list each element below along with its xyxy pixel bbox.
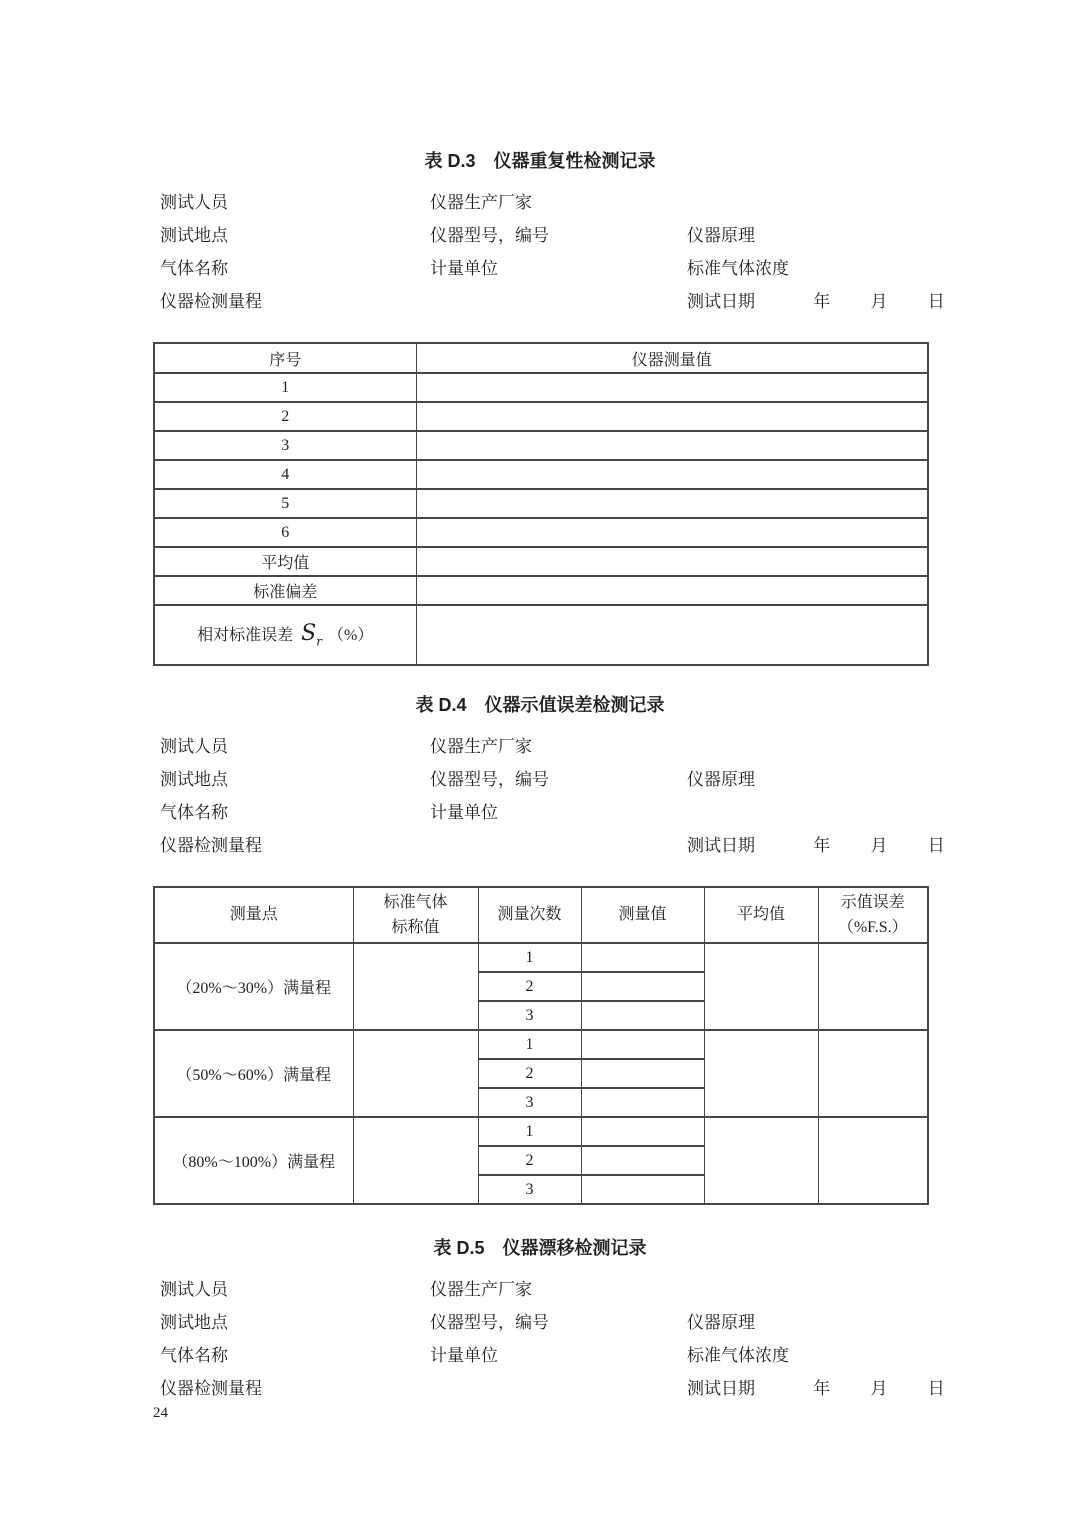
field-label-gas-name: 气体名称 bbox=[160, 1346, 228, 1365]
empty-value-cell bbox=[581, 972, 704, 1001]
field-label-unit: 计量单位 bbox=[430, 1346, 498, 1365]
header-cell-measure-times: 测量次数 bbox=[478, 887, 581, 943]
row-label: 3 bbox=[154, 431, 416, 460]
empty-average-cell bbox=[704, 1030, 818, 1117]
field-label-manufacturer: 仪器生产厂家 bbox=[430, 737, 532, 756]
date-unit-year: 年 bbox=[813, 292, 831, 311]
row-label-rel-std-error bbox=[154, 605, 416, 665]
test-date-fields bbox=[687, 287, 945, 312]
empty-value-cell bbox=[581, 1030, 704, 1059]
empty-error-cell bbox=[818, 1030, 928, 1117]
info-row bbox=[153, 728, 927, 761]
info-row bbox=[153, 761, 927, 794]
empty-value-cell bbox=[416, 460, 928, 489]
table-d4-title: 表 D.4 仪器示值误差检测记录 bbox=[415, 695, 665, 715]
empty-value-cell bbox=[581, 1088, 704, 1117]
empty-value-cell bbox=[416, 576, 928, 605]
row-label: 2 bbox=[154, 402, 416, 431]
table-row bbox=[154, 518, 928, 547]
table-d5-title: 表 D.5 仪器漂移检测记录 bbox=[433, 1238, 647, 1258]
field-label-model: 仪器型号，编号 bbox=[430, 226, 549, 245]
field-label-test-date: 测试日期 bbox=[687, 292, 755, 311]
empty-value-cell bbox=[581, 943, 704, 972]
group-label-80-100: （80%～100%）满量程 bbox=[154, 1117, 353, 1204]
empty-value-cell bbox=[416, 518, 928, 547]
sr-symbol: $S_r$ bbox=[301, 621, 322, 649]
empty-value-cell bbox=[581, 1059, 704, 1088]
header-cell-seq: 序号 bbox=[154, 343, 416, 373]
empty-value-cell bbox=[416, 373, 928, 402]
info-row bbox=[153, 827, 945, 860]
trial-number: 3 bbox=[478, 1175, 581, 1204]
indication-error-table bbox=[153, 886, 929, 1205]
empty-value-cell bbox=[416, 605, 928, 665]
row-label: 4 bbox=[154, 460, 416, 489]
info-row bbox=[153, 1304, 927, 1337]
page-number: 24 bbox=[153, 1405, 168, 1421]
empty-average-cell bbox=[704, 1117, 818, 1204]
repeatability-table bbox=[153, 342, 929, 666]
field-label-manufacturer: 仪器生产厂家 bbox=[430, 1280, 532, 1299]
empty-value-cell bbox=[416, 547, 928, 576]
header-cell-std-gas-nominal: 标准气体 标称值 bbox=[353, 887, 478, 943]
field-label-principle: 仪器原理 bbox=[687, 226, 755, 245]
table-row bbox=[154, 943, 928, 972]
info-row bbox=[153, 217, 927, 250]
row-label-average: 平均值 bbox=[154, 547, 416, 576]
field-label-principle: 仪器原理 bbox=[687, 770, 755, 789]
trial-number: 1 bbox=[478, 1030, 581, 1059]
rel-std-error-prefix: 相对标准误差 bbox=[197, 627, 294, 645]
field-label-tester: 测试人员 bbox=[160, 737, 228, 756]
trial-number: 2 bbox=[478, 972, 581, 1001]
trial-number: 2 bbox=[478, 1059, 581, 1088]
row-label: 6 bbox=[154, 518, 416, 547]
table-row bbox=[154, 373, 928, 402]
trial-number: 2 bbox=[478, 1146, 581, 1175]
field-label-std-gas-conc: 标准气体浓度 bbox=[687, 1346, 789, 1365]
trial-number: 1 bbox=[478, 1117, 581, 1146]
field-label-location: 测试地点 bbox=[160, 226, 228, 245]
section-d3 bbox=[153, 148, 945, 666]
empty-value-cell bbox=[581, 1001, 704, 1030]
empty-value-cell bbox=[581, 1146, 704, 1175]
field-label-model: 仪器型号，编号 bbox=[430, 1313, 549, 1332]
section-d5 bbox=[153, 1235, 945, 1403]
field-label-unit: 计量单位 bbox=[430, 259, 498, 278]
table-row bbox=[154, 460, 928, 489]
test-date-fields bbox=[687, 831, 945, 856]
empty-value-cell bbox=[416, 402, 928, 431]
row-label: 1 bbox=[154, 373, 416, 402]
table-row-std-deviation bbox=[154, 576, 928, 605]
info-row bbox=[153, 184, 927, 217]
date-unit-month: 月 bbox=[870, 1379, 888, 1398]
row-label-std-deviation: 标准偏差 bbox=[154, 576, 416, 605]
field-label-location: 测试地点 bbox=[160, 770, 228, 789]
date-unit-month: 月 bbox=[870, 292, 888, 311]
group-label-50-60: （50%～60%）满量程 bbox=[154, 1030, 353, 1117]
trial-number: 1 bbox=[478, 943, 581, 972]
info-row bbox=[153, 794, 927, 827]
table-d3-title: 表 D.3 仪器重复性检测记录 bbox=[424, 151, 656, 171]
row-label: 5 bbox=[154, 489, 416, 518]
field-label-unit: 计量单位 bbox=[430, 803, 498, 822]
field-label-range: 仪器检测量程 bbox=[160, 1379, 262, 1398]
section-d4 bbox=[153, 692, 945, 1205]
field-label-manufacturer: 仪器生产厂家 bbox=[430, 193, 532, 212]
table-row bbox=[154, 489, 928, 518]
test-date-fields bbox=[687, 1374, 945, 1399]
field-label-model: 仪器型号，编号 bbox=[430, 770, 549, 789]
date-unit-day: 日 bbox=[927, 292, 945, 311]
info-row bbox=[153, 250, 927, 283]
empty-nominal-cell bbox=[353, 943, 478, 1030]
table-row bbox=[154, 1117, 928, 1146]
info-row bbox=[153, 1370, 945, 1403]
d5-info-fields bbox=[153, 1271, 945, 1403]
header-cell-measured-value: 测量值 bbox=[581, 887, 704, 943]
header-cell-indication-error: 示值误差 （%F.S.） bbox=[818, 887, 928, 943]
field-label-test-date: 测试日期 bbox=[687, 836, 755, 855]
group-label-20-30: （20%～30%）满量程 bbox=[154, 943, 353, 1030]
table-row bbox=[154, 1030, 928, 1059]
table-header-row bbox=[154, 887, 928, 943]
info-row bbox=[153, 283, 945, 316]
date-unit-year: 年 bbox=[813, 1379, 831, 1398]
field-label-gas-name: 气体名称 bbox=[160, 259, 228, 278]
empty-average-cell bbox=[704, 943, 818, 1030]
empty-value-cell bbox=[581, 1175, 704, 1204]
empty-error-cell bbox=[818, 943, 928, 1030]
field-label-location: 测试地点 bbox=[160, 1313, 228, 1332]
field-label-test-date: 测试日期 bbox=[687, 1379, 755, 1398]
date-unit-day: 日 bbox=[927, 836, 945, 855]
d3-info-fields bbox=[153, 184, 945, 316]
info-row bbox=[153, 1271, 927, 1304]
header-cell-average: 平均值 bbox=[704, 887, 818, 943]
header-cell-measured-value: 仪器测量值 bbox=[416, 343, 928, 373]
info-row bbox=[153, 1337, 927, 1370]
field-label-tester: 测试人员 bbox=[160, 1280, 228, 1299]
empty-value-cell bbox=[416, 431, 928, 460]
d4-info-fields bbox=[153, 728, 945, 860]
table-row-rel-std-error bbox=[154, 605, 928, 665]
field-label-tester: 测试人员 bbox=[160, 193, 228, 212]
date-unit-year: 年 bbox=[813, 836, 831, 855]
table-row bbox=[154, 431, 928, 460]
field-label-range: 仪器检测量程 bbox=[160, 836, 262, 855]
empty-value-cell bbox=[416, 489, 928, 518]
rel-std-error-suffix: （%） bbox=[328, 627, 374, 645]
table-row-average bbox=[154, 547, 928, 576]
header-cell-measure-point: 测量点 bbox=[154, 887, 353, 943]
empty-value-cell bbox=[581, 1117, 704, 1146]
empty-error-cell bbox=[818, 1117, 928, 1204]
empty-nominal-cell bbox=[353, 1030, 478, 1117]
field-label-range: 仪器检测量程 bbox=[160, 292, 262, 311]
trial-number: 3 bbox=[478, 1001, 581, 1030]
empty-nominal-cell bbox=[353, 1117, 478, 1204]
table-row bbox=[154, 402, 928, 431]
field-label-std-gas-conc: 标准气体浓度 bbox=[687, 259, 789, 278]
field-label-principle: 仪器原理 bbox=[687, 1313, 755, 1332]
field-label-gas-name: 气体名称 bbox=[160, 803, 228, 822]
date-unit-month: 月 bbox=[870, 836, 888, 855]
date-unit-day: 日 bbox=[927, 1379, 945, 1398]
trial-number: 3 bbox=[478, 1088, 581, 1117]
table-header-row bbox=[154, 343, 928, 373]
